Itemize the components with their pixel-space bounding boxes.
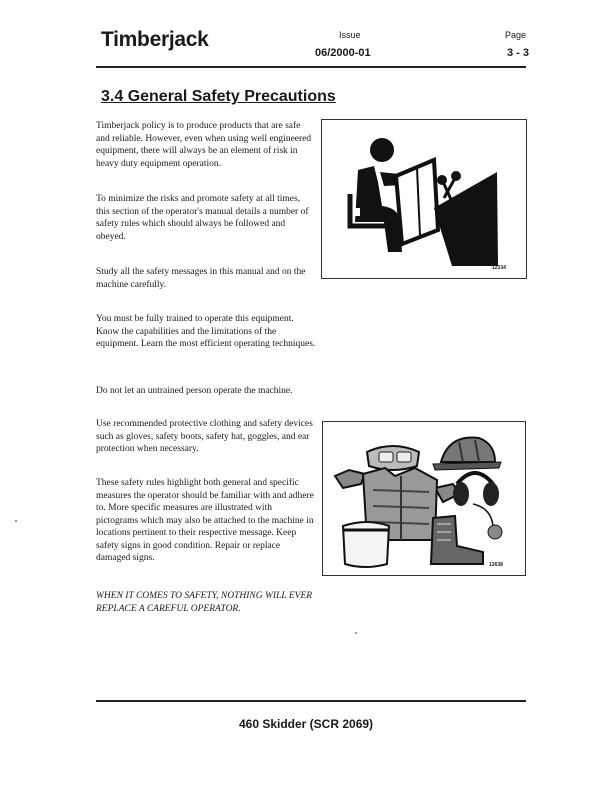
- figure-id-12334: 12334: [492, 265, 506, 271]
- page-label: Page: [505, 30, 527, 40]
- issue-value: 06/2000-01: [315, 47, 371, 59]
- paragraph-study-messages: Study all the safety messages in this manual and on the machine carefully.: [96, 267, 306, 290]
- issue-label: Issue: [339, 30, 361, 40]
- scan-speck: [355, 632, 357, 634]
- paragraph-careful-operator: WHEN IT COMES TO SAFETY, NOTHING WILL EVER REPLACE A CAREFUL OPERATOR.: [96, 591, 313, 614]
- paragraph-minimize-risks: To minimize the risks and promote safety at all times, this section of the operator's manual details a number of safety rules which should always be followed and obeyed.: [96, 194, 309, 242]
- figure-operator-reading: [321, 119, 527, 279]
- footer-model: 460 Skidder (SCR 2069): [238, 717, 374, 731]
- paragraph-protective-clothing: Use recommended protective clothing and safety devices such as gloves, safety boots, safety hat, goggles, and ear protection when necessary.: [96, 419, 313, 454]
- scan-speck: [15, 520, 17, 522]
- footer-rule: [96, 700, 526, 702]
- figure-id-12638: 12638: [489, 562, 503, 568]
- figure-protective-gear: [322, 421, 526, 576]
- header-rule: [96, 66, 526, 68]
- paragraph-safety-rules: These safety rules highlight both general and specific measures the operator should be familiar with and adhere to. More specific measures are illustrated with pictograms which may also be attached to the machine in locations pertinent to their respective message. Keep safety signs in good condition. Repair or replace damaged signs.: [96, 478, 314, 563]
- operator-reading-manual-icon: [322, 120, 526, 278]
- paragraph-policy: Timberjack policy is to produce products that are safe and reliable. However, even when using well engineered equipment, there will always be an element of risk in heavy duty equipment operation.: [96, 121, 312, 169]
- brand-logo: Timberjack: [101, 28, 209, 51]
- section-title: 3.4 General Safety Precautions: [101, 88, 336, 105]
- protective-equipment-icon: [323, 422, 525, 575]
- paragraph-untrained: Do not let an untrained person operate the machine.: [96, 386, 293, 396]
- paragraph-training: You must be fully trained to operate this equipment. Know the capabilities and the limitations of the equipment. Learn the most efficient operating techniques.: [96, 314, 316, 349]
- page-number: 3 - 3: [507, 47, 530, 59]
